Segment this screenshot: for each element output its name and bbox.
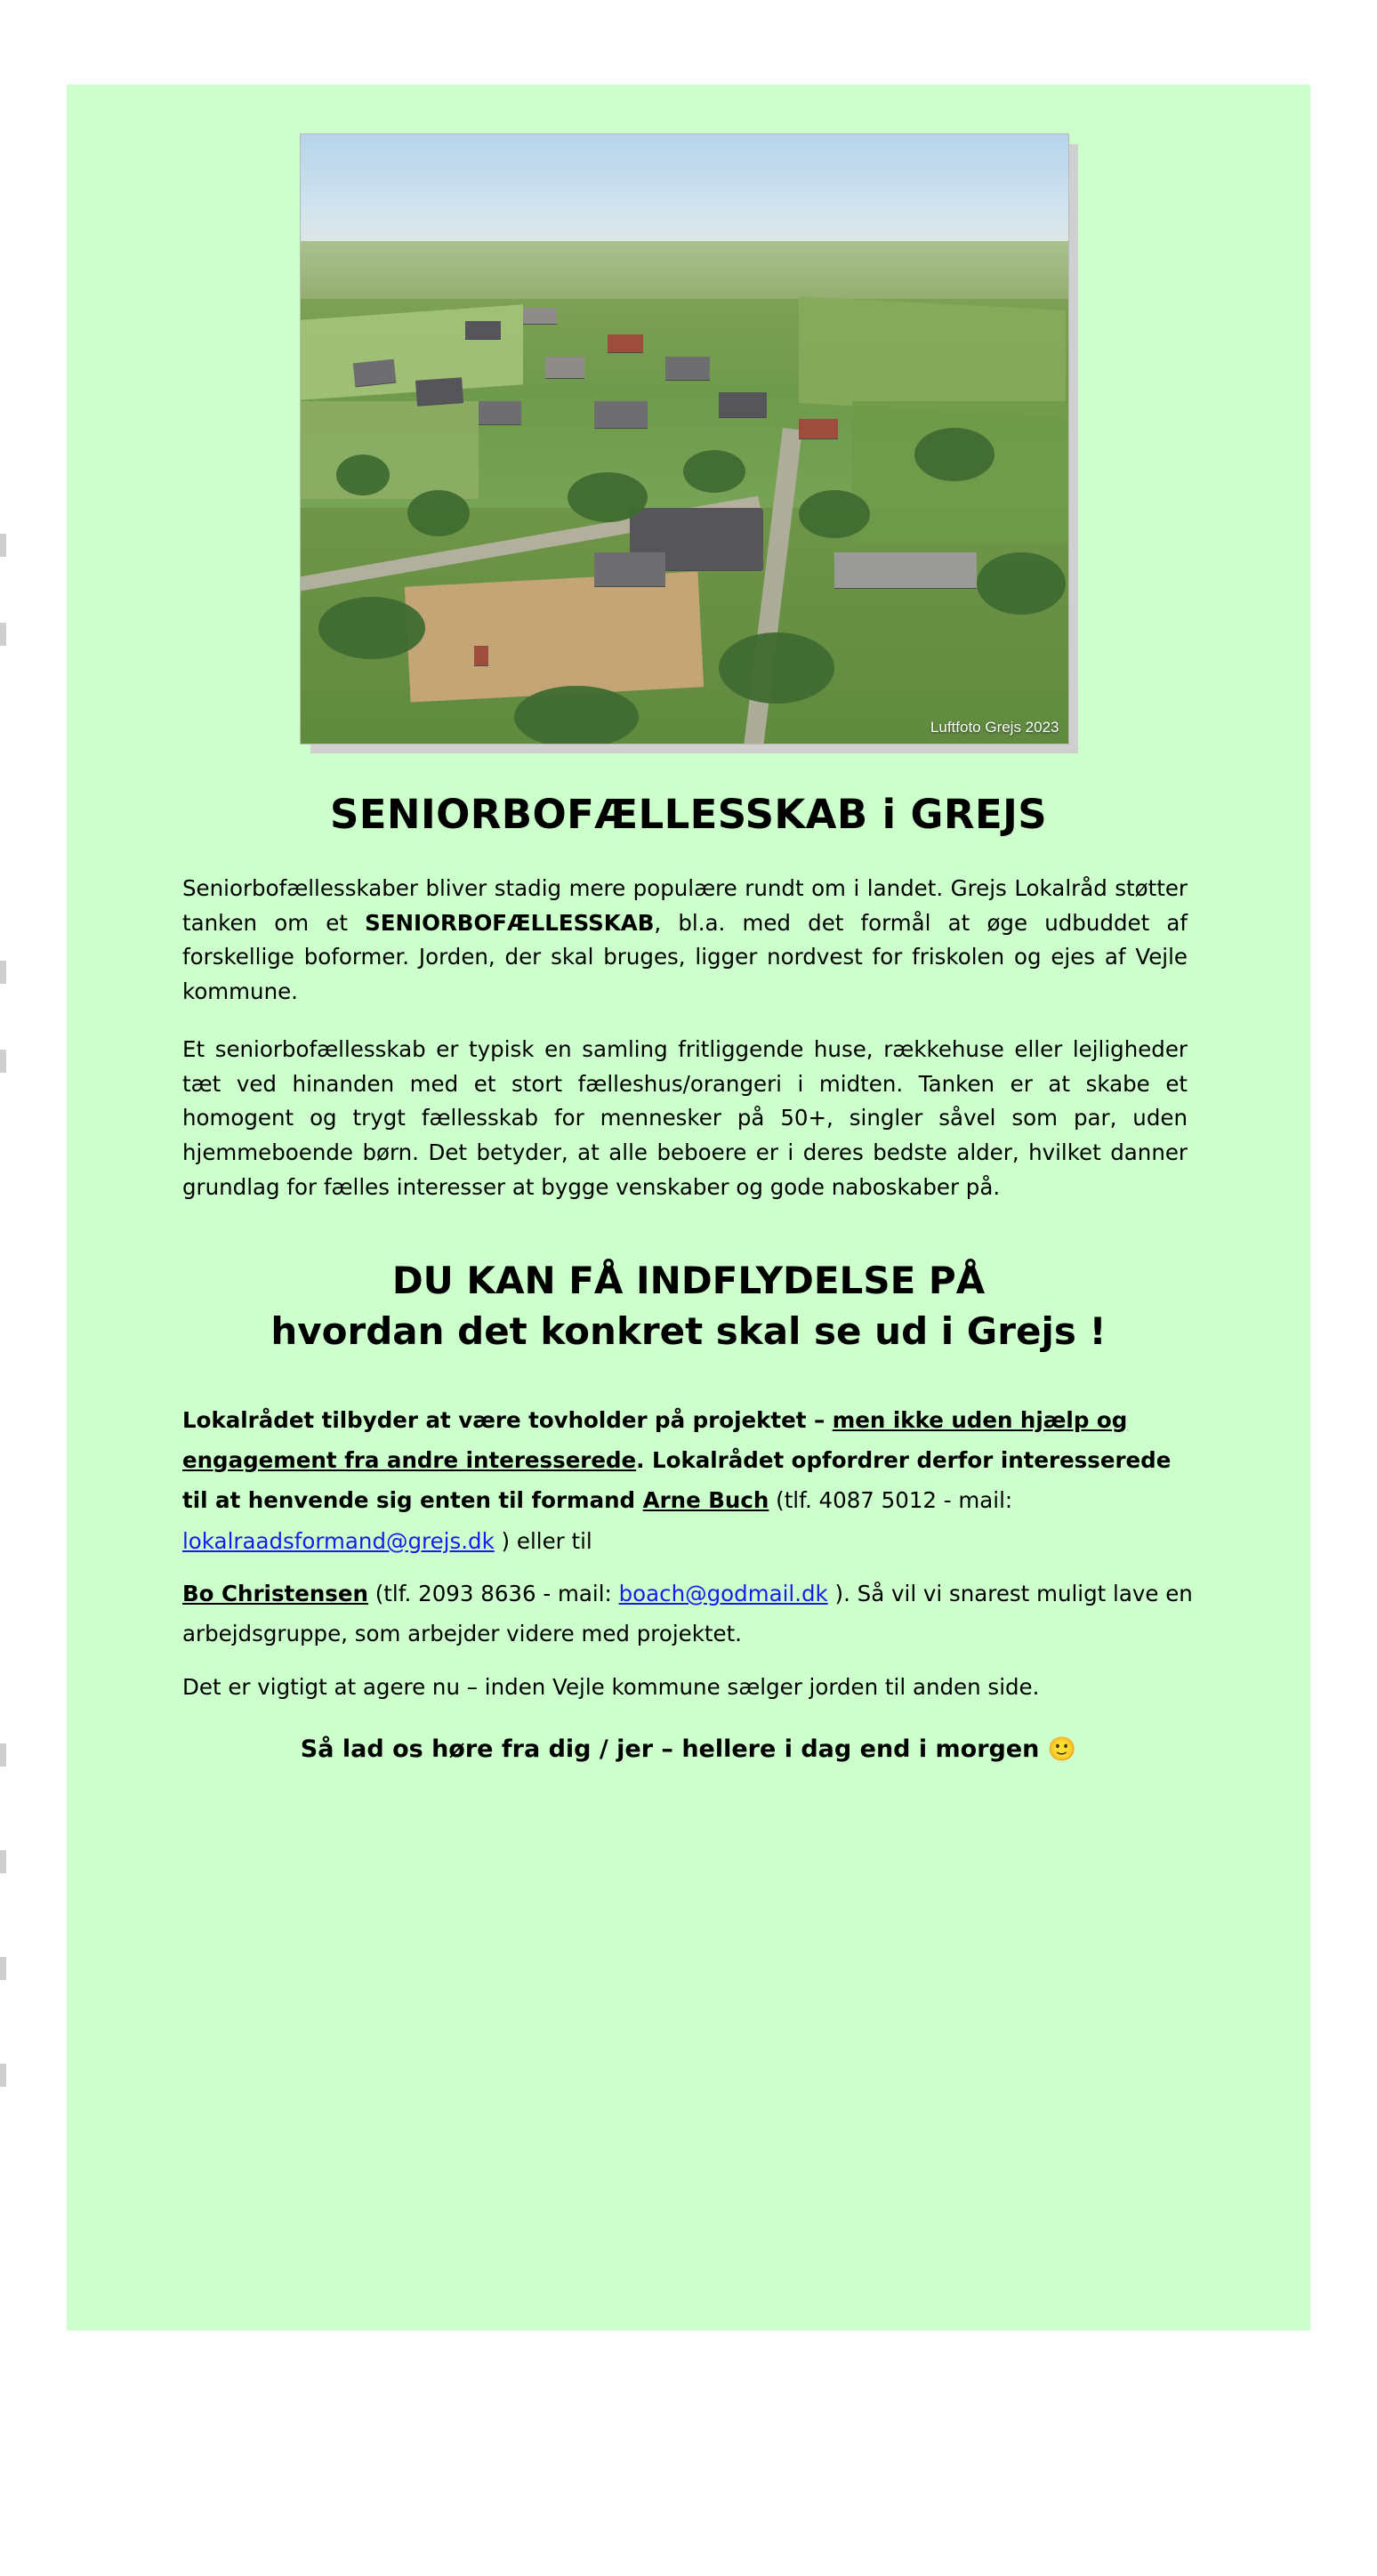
scan-edge-mark <box>0 1957 6 1980</box>
closing-text: Så lad os høre fra dig / jer – hellere i dag end i morgen <box>300 1735 1040 1763</box>
photo-tree <box>407 490 470 536</box>
photo-house <box>415 377 463 406</box>
scan-edge-mark <box>0 534 6 557</box>
photo-house <box>665 357 710 380</box>
smiley-icon: 🙂 <box>1047 1735 1077 1763</box>
contact-intro-text-2: . Lokalrådet opfordrer derfor interesserede til at henvende sig enten til formand <box>182 1447 1172 1514</box>
intro-run-3: , bl.a. med det formål at øge udbuddet af forskellige boformer. Jorden, der skal bruges, ligger nordvest for friskolen og ejes af Vejle kommune. <box>182 909 1188 1005</box>
photo-house <box>594 552 665 586</box>
photo-house <box>465 321 501 339</box>
page-title: SENIORBOFÆLLESSKAB i GREJS <box>329 791 1048 838</box>
scan-edge-mark <box>0 961 6 984</box>
paragraph-description: Et seniorbofællesskab er typisk en samling fritliggende huse, rækkehuse eller lejligheder tæt ved hinanden med et stort fælleshus/orangeri i midten. Tanken er at skabe et homogent og trygt fællesskab for mennesker på 50+, singler såvel som par, uden hjemmeboende børn. Det betyder, at alle beboere er i deres bedste alder, hvilket danner grundlag for fælles interesser at bygge venskaber og gode naboskaber på. <box>182 1035 1188 1200</box>
closing-line <box>182 1735 1195 1763</box>
paragraph-contact <box>182 1400 1195 1561</box>
photo-field-patch <box>301 304 523 399</box>
aerial-photo-figure <box>300 133 1078 745</box>
contact-person-1-name: Arne Buch <box>642 1487 769 1514</box>
paragraph-contact-2 <box>182 1574 1195 1654</box>
contact-person-2-post: ). Så vil vi snarest muligt lave en arbejdsgruppe, som arbejder videre med projektet. <box>182 1580 1193 1647</box>
photo-tree <box>336 455 390 495</box>
document-content <box>67 133 1310 1763</box>
photo-tree <box>799 490 870 538</box>
headline <box>182 1256 1195 1356</box>
contact-person-1-post: ) eller til <box>494 1527 592 1554</box>
photo-field-patch <box>301 401 479 499</box>
photo-sky <box>301 134 1068 250</box>
email-link-bo-christensen[interactable]: boach@godmail.dk <box>618 1580 828 1606</box>
contact-person-1-phone: (tlf. 4087 5012 - mail: <box>769 1487 1013 1514</box>
paragraph-intro <box>182 872 1195 1010</box>
scan-edge-mark <box>0 2064 6 2087</box>
photo-marker <box>474 646 488 665</box>
photo-tree <box>683 450 745 493</box>
photo-tree <box>914 428 994 481</box>
photo-tree <box>318 597 425 659</box>
aerial-photo-grejs <box>300 133 1069 745</box>
photo-house <box>352 359 395 387</box>
scan-edge-mark <box>0 1050 6 1073</box>
photo-house <box>608 334 643 352</box>
intro-run-1: Seniorbofællesskaber bliver stadig mere populære rundt om i landet. Grejs Lokalråd støtter tanken om et <box>182 875 1188 936</box>
contact-intro-text: Lokalrådet tilbyder at være tovholder på projektet – <box>182 1406 833 1433</box>
headline-line-1: DU KAN FÅ INDFLYDELSE PÅ <box>391 1259 986 1303</box>
email-link-arne-buch[interactable]: lokalraadsformand@grejs.dk <box>182 1527 495 1554</box>
contact-person-2-name: Bo Christensen <box>182 1580 368 1606</box>
photo-house <box>799 419 838 439</box>
photo-tree <box>514 686 639 745</box>
photo-house <box>523 308 557 324</box>
photo-field-patch <box>799 296 1066 417</box>
intro-run-bold: SENIORBOFÆLLESSKAB <box>365 909 655 936</box>
contact-person-2-phone: (tlf. 2093 8636 - mail: <box>367 1580 619 1606</box>
scan-edge-mark <box>0 1743 6 1767</box>
paragraph-urgency: Det er vigtigt at agere nu – inden Vejle kommune sælger jorden til anden side. <box>182 1673 1040 1700</box>
photo-construction-site <box>404 571 703 702</box>
scan-edge-mark <box>0 623 6 646</box>
headline-line-2: hvordan det konkret skal se ud i Grejs ! <box>270 1309 1107 1354</box>
photo-tree <box>977 552 1066 615</box>
photo-house <box>594 401 648 428</box>
photo-tree <box>568 472 648 522</box>
scan-edge-mark <box>0 1850 6 1873</box>
photo-house <box>479 401 521 424</box>
photo-parking <box>834 552 977 588</box>
green-content-panel <box>67 85 1310 2330</box>
contact-emphasis: men ikke uden hjælp og engagement fra andre interesserede <box>182 1406 1128 1474</box>
photo-caption: Luftfoto Grejs 2023 <box>930 719 1059 736</box>
photo-tree <box>719 632 834 704</box>
photo-house <box>719 392 767 417</box>
photo-house <box>545 357 584 378</box>
